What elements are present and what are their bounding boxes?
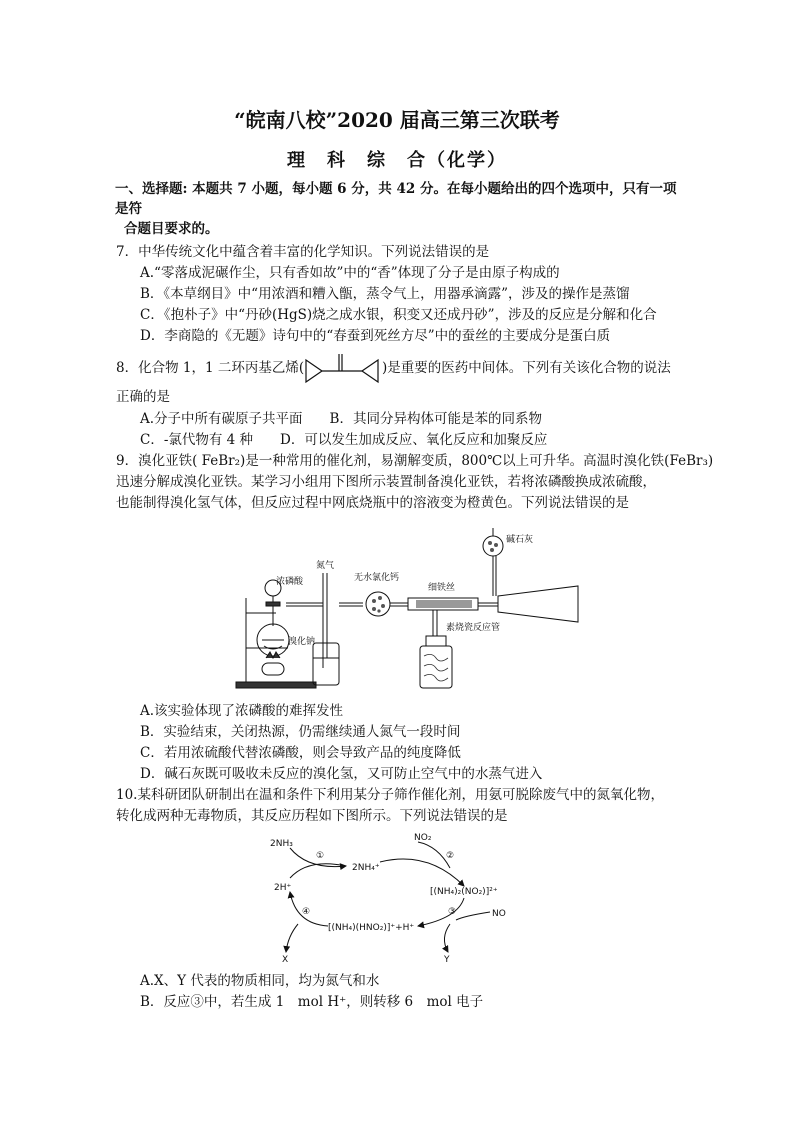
section-heading-line3: 合题目要求的。 [124, 221, 219, 237]
species-complex2: [(NH₄)(HNO₂)]⁺+H⁺ [328, 923, 415, 933]
reaction-mechanism-diagram [268, 828, 518, 964]
species-no2: NO₂ [414, 833, 432, 843]
q8-stem-start: 8．化合物 1，1 二环丙基乙烯( [116, 360, 305, 376]
label-nitrogen: 氮气 [316, 561, 335, 571]
label-anhydrous-cacl2: 无水氯化钙 [354, 573, 400, 583]
label-soda-lime: 碱石灰 [506, 535, 534, 545]
q7-option-d: D．李商隐的《无题》诗句中的“春蚕到死丝方尽”中的蚕丝的主要成分是蛋白质 [140, 328, 611, 344]
q10-stem-line1: 10.某科研团队研制出在温和条件下利用某分子筛作催化剂，用氨可脱除废气中的氮氧化物， [116, 787, 664, 803]
q9-option-b: B．实验结束，关闭热源，仍需继续通人氮气一段时间 [140, 724, 461, 740]
q7-option-b: B．《本草纲目》中“用浓酒和糟入甑，蒸令气上，用器承滴露”，涉及的操作是蒸馏 [140, 286, 630, 302]
q9-option-d: D．碱石灰既可吸收未反应的溴化氢，又可防止空气中的水蒸气进入 [140, 766, 543, 782]
apparatus-diagram [228, 518, 598, 696]
section-heading-line2: 是符 [115, 201, 142, 217]
species-x: X [282, 955, 289, 964]
q9-stem-line1: 9．溴化亚铁( FeBr₂)是一种常用的催化剂，易潮解变质，800℃以上可升华。高温时溴化铁(FeBr₃) [116, 453, 714, 469]
section-heading-line1: 一、选择题: 本题共 7 小题，每小题 6 分，共 42 分。在每小题给出的四个选项中，只有一项 [115, 181, 677, 197]
step-2: ② [446, 851, 455, 861]
q8-stem-end: )是重要的医药中间体。下列有关该化合物的说法 [382, 360, 671, 376]
step-3: ③ [448, 907, 457, 917]
q7-option-a: A.“零落成泥碾作尘，只有香如故”中的“香”体现了分子是由原子构成的 [140, 265, 560, 281]
q9-stem-line3: 也能制得溴化氢气体，但反应过程中网底烧瓶中的溶液变为橙黄色。下列说法错误的是 [116, 495, 629, 511]
label-iron-wire: 细铁丝 [428, 583, 456, 593]
q10-stem-line2: 转化成两种无毒物质，其反应历程如下图所示。下列说法错误的是 [116, 808, 508, 824]
q8-options-ab: A.分子中所有碳原子共平面 B．其同分异构体可能是苯的同系物 [140, 411, 542, 427]
step-4: ④ [302, 907, 311, 917]
q9-option-c: C．若用浓硫酸代替浓磷酸，则会导致产品的纯度降低 [140, 745, 461, 761]
q10-option-a: A.X、Y 代表的物质相同，均为氮气和水 [140, 973, 380, 989]
label-reaction-tube: 素烧瓷反应管 [446, 623, 501, 633]
dicyclopropylethylene-structure [302, 350, 382, 386]
species-2nh4: 2NH₄⁺ [352, 863, 380, 873]
species-2h: 2H⁺ [274, 883, 292, 893]
q8-stem-line2: 正确的是 [116, 389, 170, 405]
label-concentrated-phosphoric-acid: 浓磷酸 [276, 577, 304, 587]
q7-stem: 7．中华传统文化中蕴含着丰富的化学知识。下列说法错误的是 [116, 244, 490, 260]
exam-title: “皖南八校”2020 届高三第三次联考 [234, 108, 560, 132]
species-y: Y [444, 955, 450, 964]
q9-option-a: A.该实验体现了浓磷酸的难挥发性 [140, 703, 344, 719]
species-complex1: [(NH₄)₂(NO₂)]²⁺ [430, 887, 498, 897]
label-sodium-bromide: 溴化钠 [288, 637, 316, 647]
step-1: ① [316, 851, 325, 861]
species-no: NO [492, 909, 506, 919]
q7-option-c: C．《抱朴子》中“丹砂(HgS)烧之成水银，积变又还成丹砂”，涉及的反应是分解和化合 [140, 307, 657, 323]
q8-options-cd: C．-氯代物有 4 种 D．可以发生加成反应、氧化反应和加聚反应 [140, 432, 548, 448]
exam-subtitle: 理 科 综 合（化学） [287, 150, 507, 171]
q10-option-b: B．反应③中，若生成 1 mol H⁺，则转移 6 mol 电子 [140, 994, 484, 1010]
species-2nh3: 2NH₃ [270, 839, 293, 849]
q9-stem-line2: 迅速分解成溴化亚铁。某学习小组用下图所示装置制备溴化亚铁，若将浓磷酸换成浓硫酸， [116, 474, 656, 490]
